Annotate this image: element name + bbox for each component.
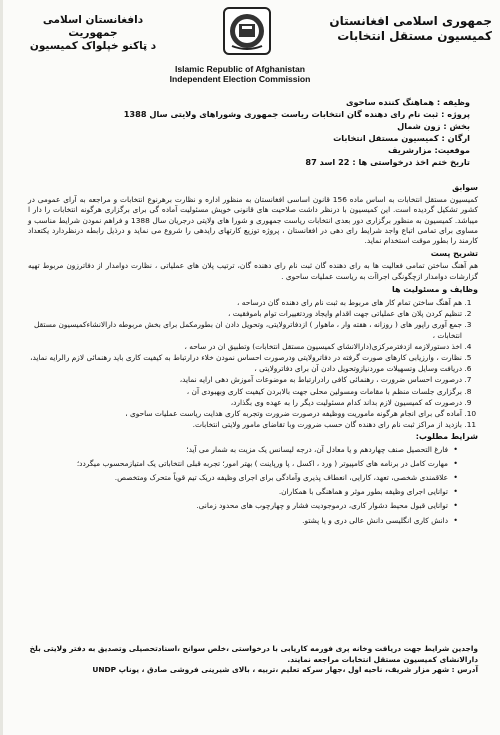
duties-heading: وظایف و مسئولیت ها (391, 284, 478, 294)
deadline: تاریخ ختم اخذ درخواستی ها : 22 اسد 87 (305, 157, 470, 167)
requirement-item: • مهارت کامل در برنامه های کامپیوتر ( ورد ، اکسل ، پا ورپاینت ) بهتر امور؛ تجربه قبلی انتخاباتی یک امتیازمحسوب میگردد؛ (28, 459, 448, 469)
requirements-heading: شرایط مطلوب: (415, 432, 478, 442)
requirement-item: • توانایی اجرای وظیفه بطور موثر و هماهنگی با همکاران. (28, 487, 448, 497)
pashto-header-line1: دافغانستان اسلامی جمهوریت (42, 14, 144, 39)
location: موقعیت: مزارشریف (388, 145, 470, 155)
requirement-item: • توانایی قبول محیط دشوار کاری، درموجودیت فشار و چهارچوب های محدود زمانی. (28, 501, 448, 511)
requirement-item: • علاقمندی شخصی، تعهد، کارایی، انعطاف پذیری وآمادگی برای اجرای وظیفه دریک تیم قویاً متحرک ومتخصص. (28, 473, 448, 483)
dari-header (282, 14, 492, 44)
duty-item: 11. بازدید از مراکز ثبت نام رای دهنده گان حسب ضرورت وبا تقاضای مامور ولایتی انتخابات. (28, 420, 462, 430)
duty-item: 7. درصورت احساس ضرورت ، رهنمائی کافی رادرارتباط به موضوعات آموزش دهی ارایه نماید، (28, 375, 462, 385)
letterhead (0, 6, 500, 96)
pashto-header (18, 14, 168, 53)
job-description-heading: تشریح پست (430, 249, 478, 259)
iec-logo-icon (222, 6, 272, 56)
background-heading: سوابق (452, 183, 478, 192)
duty-item: 8. برگزاری جلسات منظم با مقامات ومسولین محلی جهت بالابردن کیفیت کاری وبهبودی آن ، (28, 387, 462, 397)
dari-header-line2: کمیسیون مستقل انتخابات (337, 29, 492, 43)
instructions-text: واجدین شرایط جهت دریافت وخانه پری فورمه کاریابی با درخواستی ،خلص سوانح ،اسنادتحصیلی وتصدیق به دفتر ولایتی بلخ دارالانشای کمیسیون مستقل انتخابات مراجعه نمایند. (29, 644, 478, 664)
requirement-item: • دانش کاری انگلیسی دانش عالی دری و یا پشتو. (28, 516, 448, 526)
duty-item: 10. آماده گی برای انجام هرگونه ماموریت ووظیفه درصورت ضرورت وتجربه کاری هدایت ریاست عملیات ساحوی ، (28, 409, 462, 419)
section: بخش : زون شمال (397, 121, 470, 131)
job-info (123, 96, 470, 168)
duties-list (28, 298, 478, 430)
duty-item: 2. تنظیم کردن پلان های عملیاتی جهت اقدام وایجاد وردتغییرات توام باموفقیت ، (28, 309, 462, 319)
project: پروژه : ثبت نام رای دهنده گان انتخابات ریاست جمهوری وشوراهای ولایتی سال 1388 (123, 109, 470, 119)
requirement-item: • فارغ التحصیل صنف چهاردهم و یا معادل آن، درجه لیسانس یک مزیت به شمار می آید؛ (28, 445, 448, 455)
dari-header-line1: جمهوری اسلامی افغانستان (329, 14, 492, 28)
application-instructions (28, 644, 478, 676)
job-title: وظیفه : هماهنگ کننده ساحوی (346, 97, 470, 107)
duty-item: 9. درصورت که کمیسیون لازم بداند کدام مسئولیت دیگر را به عهده وی بگذارد، (28, 398, 462, 408)
scan-edge (0, 0, 3, 735)
english-header-line2: Independent Election Commission (169, 74, 311, 84)
duty-item: 4. اخذ دستورلازمه ازدفترمرکزی(دارالانشای کمیسیون مستقل انتخابات) وتطبیق ان در ساحه ، (28, 342, 462, 352)
duty-item: 3. جمع آوری راپور های ( روزانه ، هفته وار ، ماهوار ) ازدفاترولایتی، وتحویل دادن ان بطورمکمل برای بخش مربوطه دارالانشاءکمیسیون مستقل انتخابات ، (28, 320, 462, 340)
organ: ارگان : کمیسیون مستقل انتخابات (333, 133, 470, 143)
english-header-line1: Islamic Republic of Afghanistan (174, 64, 306, 74)
document-body (28, 181, 478, 530)
duty-item: 5. نظارت ، وارزیابی کارهای صورت گرفته در دفاترولایتی ودرصورت احساس نمودن خلاء درارتباط به کیفیت کاری باید رهنمائی لازم رالرایه نماید، (28, 353, 462, 363)
english-header (90, 64, 390, 84)
duty-item: 6. دریافت وسایل وتسهیلات موردنیازوتحویل دادن آن برای دفاترولایتی ، (28, 364, 462, 374)
job-description-text: هم آهنگ ساختن تمامی فعالیت ها به رای دهنده گان ثبت نام رای دهنده گان، ترتیب پلان های عملیاتی ، نظارت دوامدار از دفاترزون مربوط تهیه گزارشات دوامدار ازچگونگی اجراآت به ریاست عملیات ساحوی . (28, 261, 478, 281)
pashto-header-line2: د ټاکنو خپلواک کمیسیون (29, 40, 157, 52)
address-text: آدرس : شهر مزار شریف، ناحیه اول ،جهار سرکه تعلیم ،تربیه ، بالای شیرینی فروشی صادق ، یوناپ UNDP (92, 665, 478, 674)
duty-item: 1. هم آهنگ ساختن تمام کار های مربوط به ثبت نام رای دهنده گان درساحه ، (28, 298, 462, 308)
background-text: کمیسیون مستقل انتخابات به اساس ماده 156 قانون اساسی افغانستان به منظور اداره و نظارت برهرنوع انتخابات و مراجعه به آرای عمومی در کشور تشکیل گردیده است. این کمیسیون با درنظر داشت صلاحیت های قانونی خویش مسئولیت آماده گی برای برگزاری هرگونه انتخابات را دار ا میباشد. کمیسیون به منظور برگزاری دور بعدی انتخابات ریاست جمهوری و شورا های ولایتی درجریان سال 1388 و فراهم نمودن شرایط مناسب و مساوی برای تمامی اتباع واجد شرایط رای دهی در افغانستان ، پروژه توزیع کارتهای رایدهی را شروع می نماید و درذیل رابطه درنظردارد یکتعداد کارمند را بطور موقت استخدام نماید. (28, 195, 478, 246)
requirements-list (28, 445, 478, 526)
